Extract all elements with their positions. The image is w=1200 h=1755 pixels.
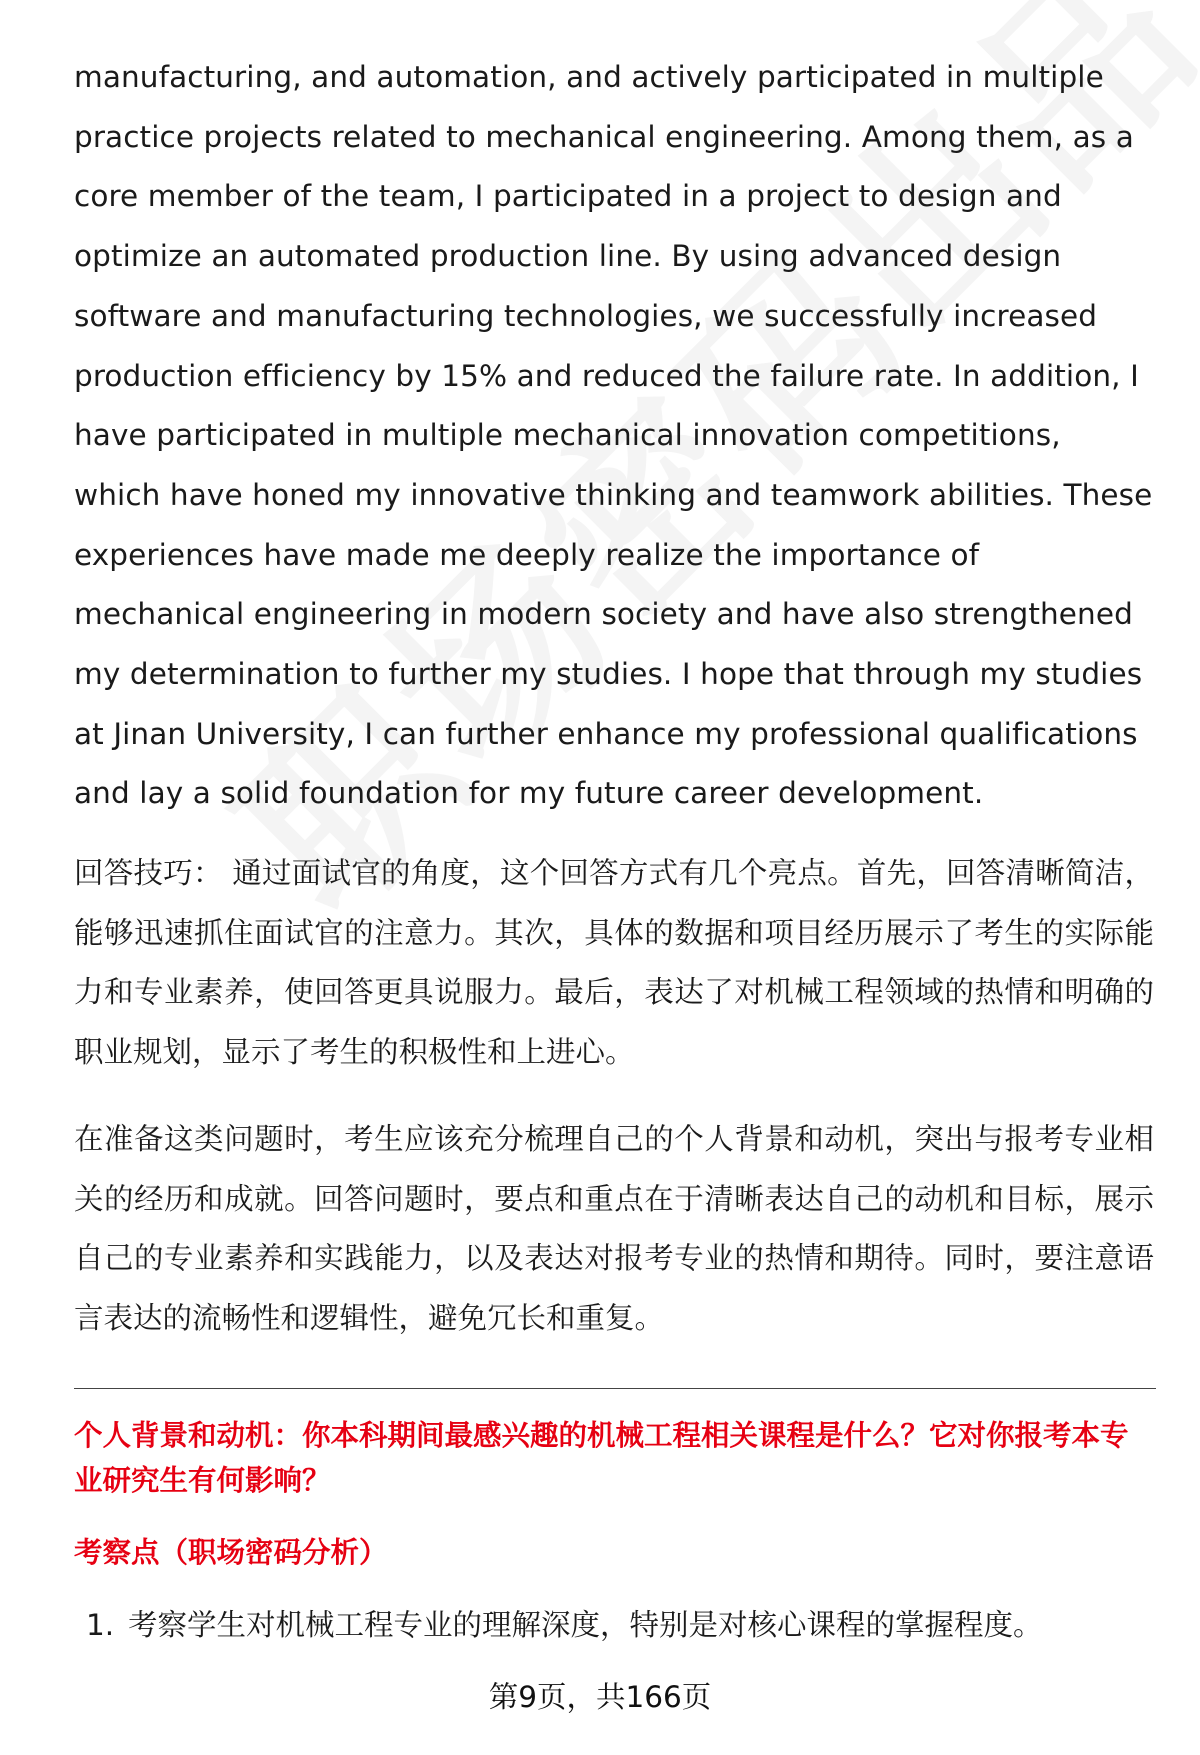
exam-points-heading: 考察点（职场密码分析） [74,1536,388,1570]
question-heading: 个人背景和动机：你本科期间最感兴趣的机械工程相关课程是什么？它对你报考本专业研究生有何影响？ [74,1419,1129,1498]
page-number-footer: 第9页，共166页 [488,1680,712,1714]
exam-points-list [74,1603,1154,1647]
list-item-text: 考察学生对机械工程专业的理解深度，特别是对核心课程的掌握程度。 [128,1608,1043,1643]
list-item-number: 1. [86,1608,115,1643]
answer-continuation-paragraph: manufacturing, and automation, and actively participated in multiple practice projects related to mechanical engineering. Among them, as a core member of the team, I participated in a project to design and optimize an automated production line. By using advanced design software and manufacturing technologies, we successfully increased production efficiency by 15% and reduced the failure rate. In addition, I have participated in multiple mechanical innovation competitions, which have honed my innovative thinking and teamwork abilities. These experiences have made me deeply realize the importance of mechanical engineering in modern society and have also strengthened my determination to further my studies. I hope that through my studies at Jinan University, I can further enhance my professional qualifications and lay a solid foundation for my future career development. [74,60,1153,811]
list-item [74,1603,1154,1647]
section-divider [74,1388,1156,1389]
answer-tips-paragraph: 回答技巧： 通过面试官的角度，这个回答方式有几个亮点。首先，回答清晰简洁，能够迅速抓住面试官的注意力。其次，具体的数据和项目经历展示了考生的实际能力和专业素养，使回答更具说服力。最后，表达了对机械工程领域的热情和明确的职业规划，显示了考生的积极性和上进心。 [74,856,1154,1069]
preparation-advice-paragraph: 在准备这类问题时，考生应该充分梳理自己的个人背景和动机，突出与报考专业相关的经历和成就。回答问题时，要点和重点在于清晰表达自己的动机和目标，展示自己的专业素养和实践能力，以及表达对报考专业的热情和期待。同时，要注意语言表达的流畅性和逻辑性，避免冗长和重复。 [74,1122,1154,1335]
page-content [74,48,1154,1647]
